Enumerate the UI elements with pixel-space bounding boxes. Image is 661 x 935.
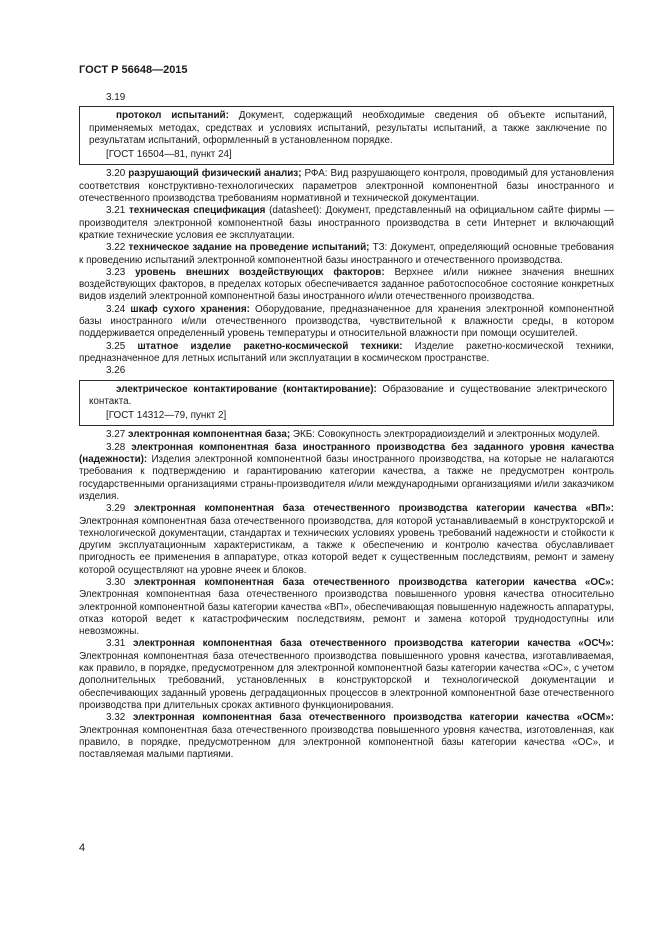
definition-entry <box>79 341 614 366</box>
definition: Оборудование, предназначенное для хранения электронной компонентной базы иностранного и/или отечественного производства, чувствительной к влажности среды, в котором поддерживается определенный уровень температуры и относительной влажности при помощи осушителей. <box>79 303 615 340</box>
definition-entry <box>79 304 614 341</box>
entry-number: 3.31 <box>106 638 126 650</box>
entry-number: 3.26 <box>106 365 126 377</box>
definition-entry <box>79 242 614 267</box>
definition: (datasheet): Документ, представленный на официальном сайте фирмы — производителя электронной компонентной базы иностранного производства в сети Интернет и включающий краткие технические условия ее эксплуатации. <box>79 205 614 241</box>
term: электрическое контактирование (контактирование): <box>116 383 377 395</box>
quoted-definition-box <box>79 380 614 427</box>
definition-entry <box>79 503 614 577</box>
definition: Электронная компонентная база отечественного производства, для которой устанавливаемый в конструкторской и технологической документации, стандартах и технических условиях уровень требований надежности и стойкости к другим эксплуатационным характеристикам, а также к обеспечению и контролю качества обуславливает пригодность ее применения в аппаратуре, отказ которой ведет к существенным последствиям, ремонт и замену которой осуществляют на уровне ячеек и блоков. <box>79 515 614 576</box>
document-body <box>79 92 614 761</box>
quoted-definition-box <box>79 106 614 165</box>
entry-number: 3.29 <box>106 503 126 515</box>
term: штатное изделие ракетно-космической техники: <box>137 340 403 352</box>
term: разрушающий физический анализ; <box>128 168 302 180</box>
definition: ТЗ: Документ, определяющий основные требования к проведению испытаний электронной компонентной базы иностранного и отечественного производства. <box>79 242 614 266</box>
definition-entry <box>79 267 614 304</box>
entry-number: 3.24 <box>106 303 126 315</box>
term: электронная компонентная база отечественного производства категории качества «ВП»: <box>133 503 614 515</box>
page-number: 4 <box>79 842 86 854</box>
definition: Изделие ракетно-космической техники, предназначенное для летных испытаний или эксплуатации в космическом пространстве. <box>79 340 615 364</box>
entry-number: 3.23 <box>106 266 126 278</box>
definition: Изделия электронной компонентной базы иностранного производства, на которые не налагаются требования к подтверждению и гарантированию категории качества, а также не предусмотрен контроль государственными организациями страны-производителя и/или международными организациями и/или заказчиком изделия. <box>79 454 614 502</box>
definition: Образование и существование электрического контакта. <box>89 383 607 407</box>
definition-entry <box>79 205 614 242</box>
definition: Верхнее и/или нижнее значения внешних воздействующих факторов, в пределах которых обеспечивается заданное работоспособное состояние конкретных видов изделий электронной компонентной базы иностранного и/или отечественного производства. <box>79 266 615 303</box>
definition-entry <box>79 577 614 638</box>
entry-number: 3.32 <box>106 712 126 724</box>
definition-text <box>89 384 607 409</box>
term: уровень внешних воздействующих факторов: <box>135 266 385 278</box>
definition-entry <box>79 442 614 503</box>
definition-text <box>89 110 607 147</box>
term: электронная компонентная база отечественного производства категории качества «ОСМ»: <box>132 712 614 724</box>
definition: Электронная компонентная база отечественного производства повышенного уровня качества, изготовленная, как правило, в порядке, предусмотренном для электронной компонентной базы категории качества «ОС», и поставляемая малыми партиями. <box>79 724 614 761</box>
term: техническое задание на проведение испытаний; <box>128 242 370 254</box>
entry-number: 3.20 <box>106 168 126 180</box>
entry-number: 3.22 <box>106 242 126 254</box>
source-reference: [ГОСТ 16504—81, пункт 24] <box>106 149 232 161</box>
entry-number: 3.28 <box>106 441 126 453</box>
entry-number: 3.30 <box>106 576 126 588</box>
entry-number: 3.19 <box>106 92 126 103</box>
definition-entry <box>79 429 614 441</box>
term: техническая спецификация <box>128 205 266 217</box>
document-header: ГОСТ Р 56648—2015 <box>79 64 188 76</box>
source-reference: [ГОСТ 14312—79, пункт 2] <box>106 410 227 422</box>
term: протокол испытаний: <box>116 110 229 122</box>
term: электронная компонентная база; <box>127 429 291 441</box>
term: шкаф сухого хранения: <box>130 303 250 315</box>
definition-entry <box>79 712 614 761</box>
definition: ЭКБ: Совокупность электрорадиоизделий и электронных модулей. <box>290 429 601 441</box>
definition: РФА: Вид разрушающего контроля, проводимый для установления соответствия конструктивно-технологических параметров электронной компонентной базы иностранного и отечественного производства требованиям нормативной и технической документации. <box>79 168 614 205</box>
definition: Электронная компонентная база отечественного производства повышенного уровня качества, изготавливаемая, как правило, в порядке, предусмотренном для электронной компонентной базы категории качества «ОС», с учетом дополнительных требований, установленных в конструкторской и технологической документации и обеспечивающих заданный уровень деградационных процессов в электронной компонентной базе отечественного производства при длительных сроках активного функционирования. <box>79 650 614 711</box>
term: электронная компонентная база иностранного производства без заданного уровня качества (надежности): <box>79 441 614 466</box>
term: электронная компонентная база отечественного производства категории качества «ОС»: <box>133 576 615 588</box>
definition: Документ, содержащий необходимые сведения об объекте испытаний, применяемых методах, средствах и условиях испытаний, результаты испытаний, а также заключение по результатам испытаний, оформленный в установленном порядке. <box>89 110 607 146</box>
entry-number: 3.27 <box>106 429 126 441</box>
entry-number: 3.21 <box>106 205 126 217</box>
definition-entry <box>79 638 614 712</box>
definition-entry <box>79 168 614 205</box>
term: электронная компонентная база отечественного производства категории качества «ОСЧ»: <box>133 638 614 650</box>
definition: Электронная компонентная база отечественного производства повышенного уровня качества относительно электронной компонентной базы категории качества «ВП», обеспечивающая повышенную надежность аппаратуры, отказ которой ведет к катастрофическим последствиям, ремонт и замена которой труднодоступны или невозможны. <box>79 589 614 638</box>
entry-number: 3.25 <box>106 340 126 352</box>
